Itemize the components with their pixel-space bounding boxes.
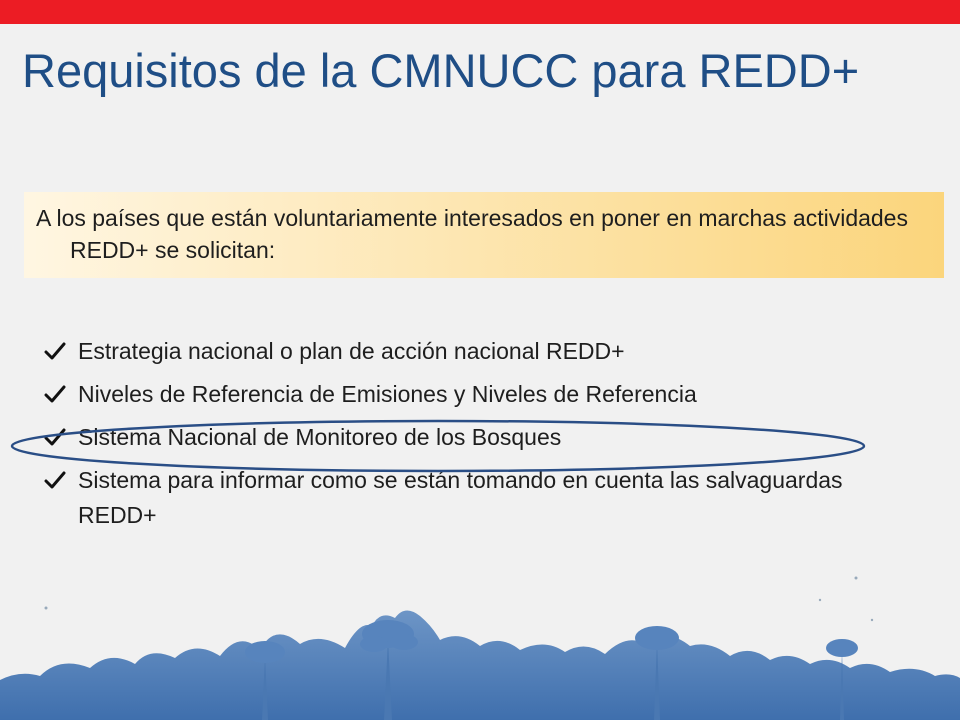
list-item (44, 334, 884, 369)
check-icon (44, 427, 66, 447)
requirements-list (44, 334, 884, 541)
intro-text: A los países que están voluntariamente interesados en poner en marchas actividades REDD+ se solicitan: (36, 205, 908, 263)
slide-title: Requisitos de la CMNUCC para REDD+ (22, 44, 860, 97)
requirement-text: Niveles de Referencia de Emisiones y Niveles de Referencia (78, 381, 697, 407)
check-icon (44, 341, 66, 361)
requirement-text: Sistema Nacional de Monitoreo de los Bosques (78, 424, 562, 450)
list-item (44, 463, 884, 533)
check-icon (44, 470, 66, 490)
requirement-text: Estrategia nacional o plan de acción nacional REDD+ (78, 338, 625, 364)
list-item-highlighted (44, 420, 884, 455)
requirement-text: Sistema para informar como se están tomando en cuenta las salvaguardas REDD+ (78, 467, 843, 528)
top-red-bar (0, 0, 960, 24)
forest-silhouette (0, 560, 960, 720)
check-icon (44, 384, 66, 404)
intro-callout (24, 192, 944, 278)
list-item (44, 377, 884, 412)
